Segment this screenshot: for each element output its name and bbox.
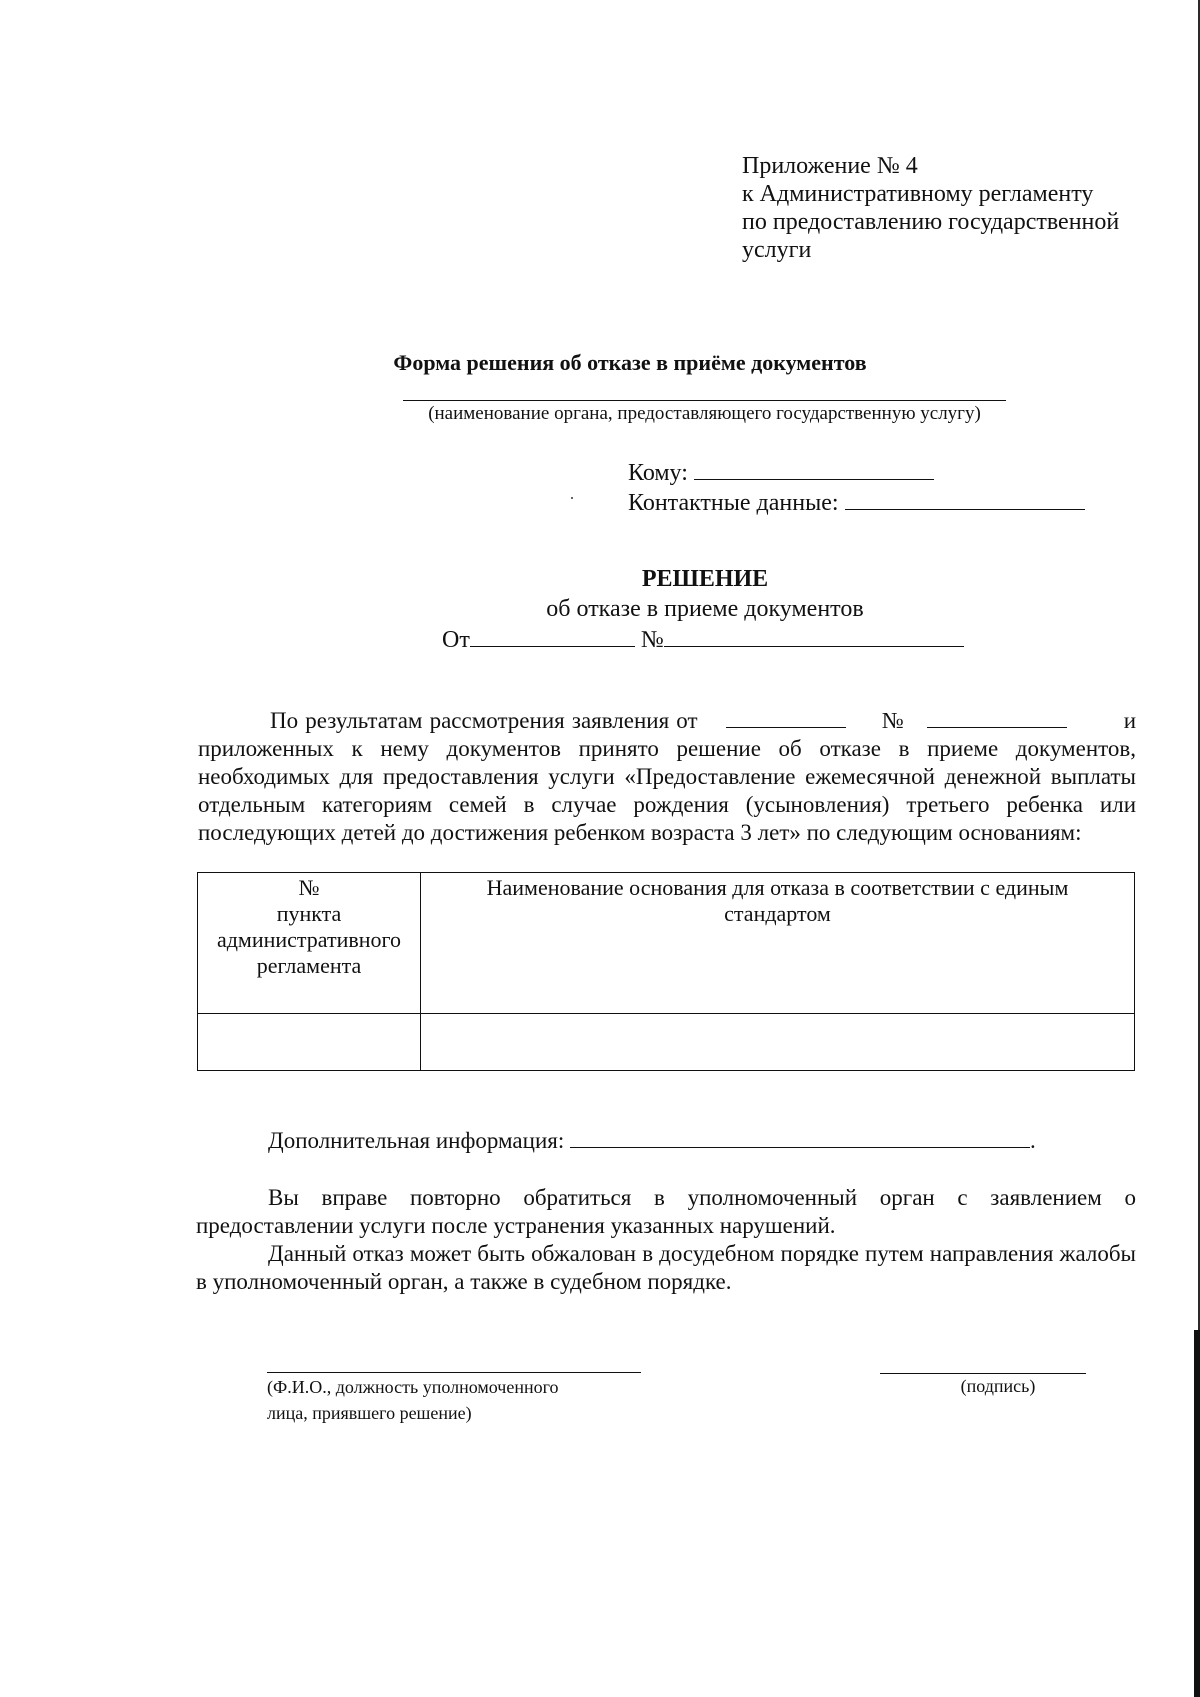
table-header-row xyxy=(198,873,1135,1014)
application-number-field[interactable] xyxy=(927,707,1067,728)
official-name-line[interactable] xyxy=(267,1372,641,1373)
to-field[interactable] xyxy=(694,455,934,480)
decision-title: РЕШЕНИЕ xyxy=(641,566,769,592)
p1-rest: приложенных к нему документов принято решение об отказе в приеме документов, необходимых для предоставления услуги «Предоставление ежемесячной денежной выплаты отдельным категориям семей в случае рождения (усыновления) третьего ребенка или последующих детей до достижения ребенком возраста 3 лет» по следующим основаниям: xyxy=(198,736,1136,845)
table-header-reason xyxy=(421,873,1135,1014)
reasons-table xyxy=(197,872,1135,1071)
appendix-line: услуги xyxy=(742,237,812,263)
to-label: Кому: xyxy=(628,460,688,486)
from-label: От xyxy=(442,627,470,653)
table-row xyxy=(198,1014,1135,1071)
signature-line[interactable] xyxy=(880,1373,1086,1374)
decision-paragraph xyxy=(198,707,1136,847)
footer-paragraphs xyxy=(196,1184,1136,1296)
form-title: Форма решения об отказе в приёме документов xyxy=(393,350,867,375)
appendix-line: к Административному регламенту xyxy=(742,181,1094,207)
org-name-line[interactable] xyxy=(403,400,1006,401)
period: . xyxy=(1029,1128,1036,1153)
contact-field[interactable] xyxy=(845,485,1085,510)
p1-no: № xyxy=(881,708,906,733)
appendix-line: по предоставлению государственной xyxy=(742,209,1120,235)
contact-label: Контактные данные: xyxy=(628,490,839,516)
signature-caption: (подпись) xyxy=(960,1376,1036,1396)
header-line: № xyxy=(298,875,320,900)
appendix-line: Приложение № 4 xyxy=(742,153,918,179)
p1-and: и xyxy=(1123,708,1137,733)
header-line: административного xyxy=(216,927,402,952)
header-text: Наименование основания для отказа в соответствии с единым стандартом xyxy=(486,875,1069,926)
decision-subtitle: об отказе в приеме документов xyxy=(546,596,864,622)
scan-speck xyxy=(571,497,573,499)
appendix-header xyxy=(742,152,1119,264)
extra-info-row xyxy=(268,1125,1036,1154)
decision-date-number-row xyxy=(442,624,964,654)
header-line: пункта xyxy=(276,901,342,926)
decision-number-field[interactable] xyxy=(664,624,964,647)
application-date-field[interactable] xyxy=(726,707,846,728)
official-caption xyxy=(267,1374,559,1426)
contact-row xyxy=(628,485,1085,517)
header-line: регламента xyxy=(256,953,362,978)
table-header-regulation-point xyxy=(198,873,421,1014)
caption-line: лица, приявшего решение) xyxy=(267,1403,472,1423)
decision-date-field[interactable] xyxy=(470,624,635,647)
extra-info-label: Дополнительная информация: xyxy=(268,1128,565,1153)
extra-info-field[interactable] xyxy=(570,1125,1030,1148)
caption-line: (Ф.И.О., должность уполномоченного xyxy=(267,1377,559,1397)
table-cell-reason[interactable] xyxy=(421,1014,1135,1071)
footer-paragraph: Данный отказ может быть обжалован в досудебном порядке путем направления жалобы в уполномоченный орган, а также в судебном порядке. xyxy=(196,1241,1136,1294)
p1-start: По результатам рассмотрения заявления от xyxy=(270,708,698,733)
recipient-row xyxy=(628,455,934,487)
org-caption: (наименование органа, предоставляющего государственную услугу) xyxy=(428,403,981,424)
scan-shadow xyxy=(1194,1330,1200,1697)
number-label: № xyxy=(640,627,664,653)
table-cell-regulation-point[interactable] xyxy=(198,1014,421,1071)
footer-paragraph: Вы вправе повторно обратиться в уполномоченный орган с заявлением о предоставлении услуги после устранения указанных нарушений. xyxy=(196,1185,1136,1238)
